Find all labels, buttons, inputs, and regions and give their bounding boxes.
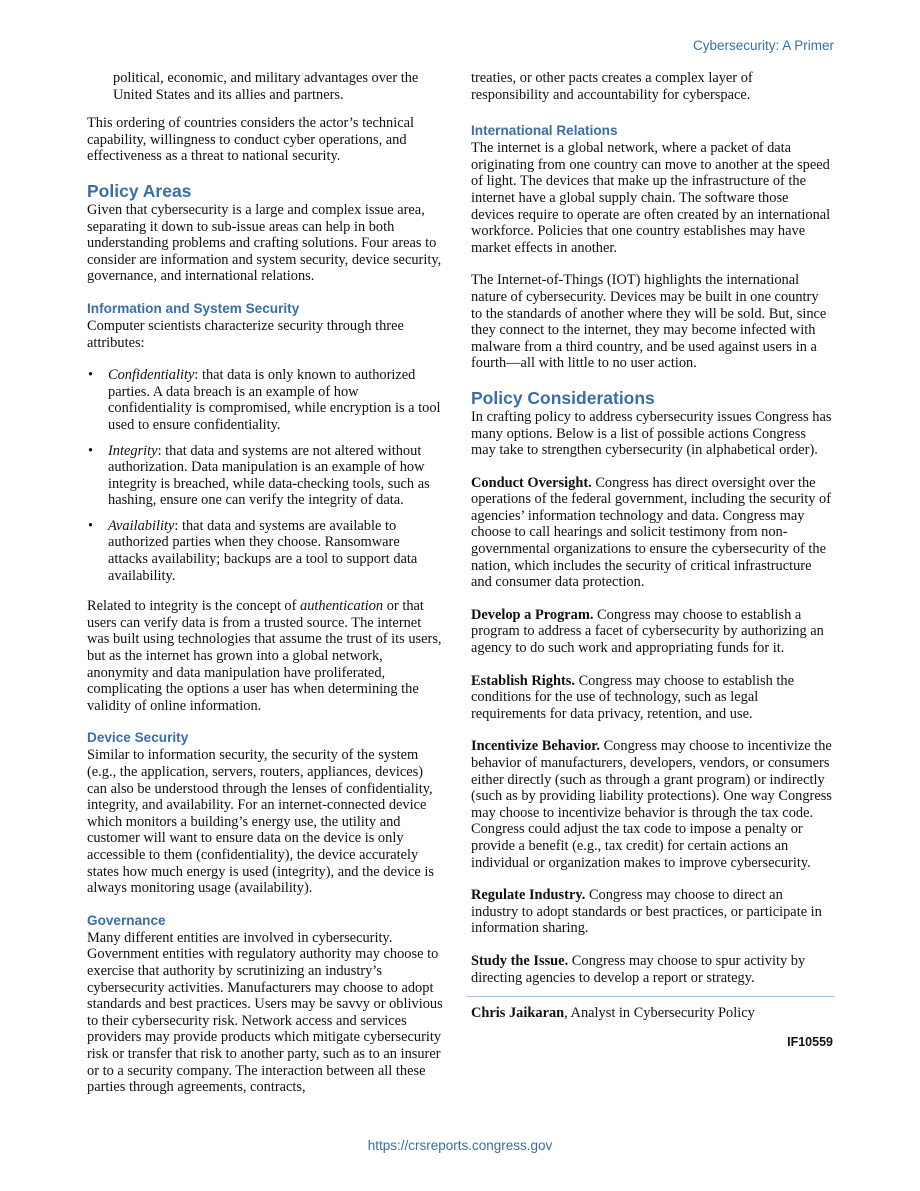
- term: Availability: [108, 517, 175, 534]
- bullet-icon: •: [88, 442, 94, 459]
- emphasis: authentication: [300, 598, 384, 615]
- consideration-item: [471, 475, 833, 591]
- consideration-text: Congress may choose to establish the conditions for the use of technology, such as legal requirements for data privacy, retention, and use.: [471, 672, 794, 722]
- term: Confidentiality: [108, 367, 195, 384]
- info-security-intro: Computer scientists characterize security through three attributes:: [87, 317, 404, 351]
- consideration-term: Regulate Industry.: [471, 887, 586, 904]
- product-number: IF10559: [787, 1034, 833, 1049]
- consideration-item: [471, 738, 833, 871]
- right-column: [471, 70, 833, 1050]
- international-heading: International Relations: [471, 123, 618, 139]
- policy-areas-heading: Policy Areas: [87, 180, 192, 201]
- consideration-term: Conduct Oversight.: [471, 474, 592, 491]
- policy-considerations-heading: Policy Considerations: [471, 387, 655, 408]
- authentication-paragraph: [87, 598, 443, 714]
- considerations-intro: In crafting policy to address cybersecurity issues Congress has many options. Below is a list of possible actions Congress may take to strengthen cybersecurity (in alphabetical order).: [471, 408, 832, 459]
- governance-paragraph: Many different entities are involved in cybersecurity. Government entities with regulatory authority may choose to exercise that authority by scrutinizing an industry’s cybersecurity activities. Manufacturers may choose to adopt standards and best practices. Users may be savvy or oblivious to their cybersecurity risk. Network access and services providers may provide products which mitigate cybersecurity risk or transfer that risk to another party, such as to an insurer or to a security company. The interaction between all these parties through agreements, contracts,: [87, 929, 443, 1096]
- term: Integrity: [108, 442, 158, 459]
- governance-heading: Governance: [87, 912, 166, 928]
- international-paragraph-2: The Internet-of-Things (IOT) highlights the international nature of cybersecurity. Devices may be built in one country to the standards of another where they will be sold. But, since they connect to the internet, they may become infected with malware from a third country, and be used against users in a fourth—all with little to no user action.: [471, 272, 827, 372]
- definition: : that data and systems are available to authorized parties when they choose. Ransomware attacks availability; backups are a tool to support data availability.: [108, 517, 418, 584]
- bullet-icon: •: [88, 517, 94, 534]
- consideration-item: [471, 953, 833, 986]
- ordering-paragraph: This ordering of countries considers the actor’s technical capability, willingness to conduct cyber operations, and effectiveness as a threat to national security.: [87, 115, 415, 165]
- consideration-term: Develop a Program.: [471, 606, 594, 623]
- security-attributes-list: [87, 367, 443, 584]
- international-paragraph-1: The internet is a global network, where a packet of data originating from one country can move to another at the speed of light. The devices that make up the infrastructure of the internet have a global supply chain. The software those devices require to operate are often created by an international workforce. Policies that one country establishes may have market effects in another.: [471, 140, 831, 256]
- device-security-heading: Device Security: [87, 730, 189, 746]
- author-title: , Analyst in Cybersecurity Policy: [564, 1005, 755, 1022]
- consideration-term: Study the Issue.: [471, 952, 569, 969]
- list-item: [87, 518, 443, 584]
- list-item: [87, 443, 443, 509]
- bullet-icon: •: [88, 367, 94, 384]
- text-run: or that users can verify data is from a trusted source. The internet was built using technologies that assume the trust of its users, but as the internet has grown into a global network, anonymity and data manipulation have proliferated, complicating the options a user has when determining the validity of online information.: [87, 598, 442, 714]
- consideration-term: Establish Rights.: [471, 672, 575, 689]
- text-run: Related to integrity is the concept of: [87, 598, 300, 615]
- consideration-item: [471, 607, 833, 657]
- consideration-text: Congress has direct oversight over the operations of the federal government, including the security of agencies’ information technology and data. Congress may choose to call hearings and solicit testimony from non-governmental organizations to ensure the cybersecurity of the nation, which includes the security of critical infrastructure and consumer data protection.: [471, 474, 832, 591]
- author-name: Chris Jaikaran: [471, 1005, 565, 1022]
- consideration-text: Congress may choose to spur activity by directing agencies to develop a report or strategy.: [471, 952, 806, 986]
- continued-list-item: political, economic, and military advantages over the United States and its allies and partners.: [113, 70, 419, 103]
- governance-continued: treaties, or other pacts creates a complex layer of responsibility and accountability for cyberspace.: [471, 70, 753, 103]
- left-column: [87, 70, 443, 1096]
- author-divider: [467, 996, 835, 997]
- definition: : that data is only known to authorized parties. A data breach is an example of how confidentiality is compromised, while encryption is a tool used to ensure confidentiality.: [108, 367, 441, 433]
- policy-areas-paragraph: Given that cybersecurity is a large and complex issue area, separating it down to sub-issue areas can help in both understanding problems and crafting solutions. Four areas to consider are information and system security, device security, governance, and international relations.: [87, 201, 442, 285]
- info-security-heading: Information and System Security: [87, 300, 300, 316]
- consideration-item: [471, 887, 833, 937]
- definition: : that data and systems are not altered without authorization. Data manipulation is an example of how integrity is breached, while data-checking tools, such as hashing, ensure one can verify the integrity of data.: [108, 442, 430, 509]
- consideration-term: Incentivize Behavior.: [471, 738, 600, 755]
- list-item: [87, 367, 443, 433]
- consideration-item: [471, 673, 833, 723]
- author-byline: [471, 1005, 833, 1022]
- consideration-text: Congress may choose to incentivize the behavior of manufacturers, developers, vendors, or consumers either directly (such as through a grant program) or indirectly (such as by providing liability protections). One way Congress may choose to incentivize behavior is through the tax code. Congress could adjust the tax code to impose a penalty or provide a benefit (e.g., tax credit) for certain actions an individual or organization makes to improve cybersecurity.: [471, 738, 832, 871]
- device-security-paragraph: Similar to information security, the security of the system (e.g., the application, servers, routers, appliances, devices) can also be understood through the lenses of confidentiality, integrity, and availability. For an internet-connected device which monitors a building’s energy use, the utility and customer will want to ensure data on the device is only accessible to them (confidentiality), the device accurately states how much energy is used (integrity), and the device is always monitoring usage (availability).: [87, 747, 435, 897]
- footer-url-link[interactable]: https://crsreports.congress.gov: [367, 1138, 553, 1153]
- running-title: Cybersecurity: A Primer: [692, 38, 834, 53]
- consideration-text: Congress may choose to establish a program to address a facet of cybersecurity by authorizing an agency to do such work and appropriating funds for it.: [471, 606, 824, 657]
- consideration-text: Congress may choose to direct an industry to adopt standards or best practices, or participate in information sharing.: [471, 887, 822, 937]
